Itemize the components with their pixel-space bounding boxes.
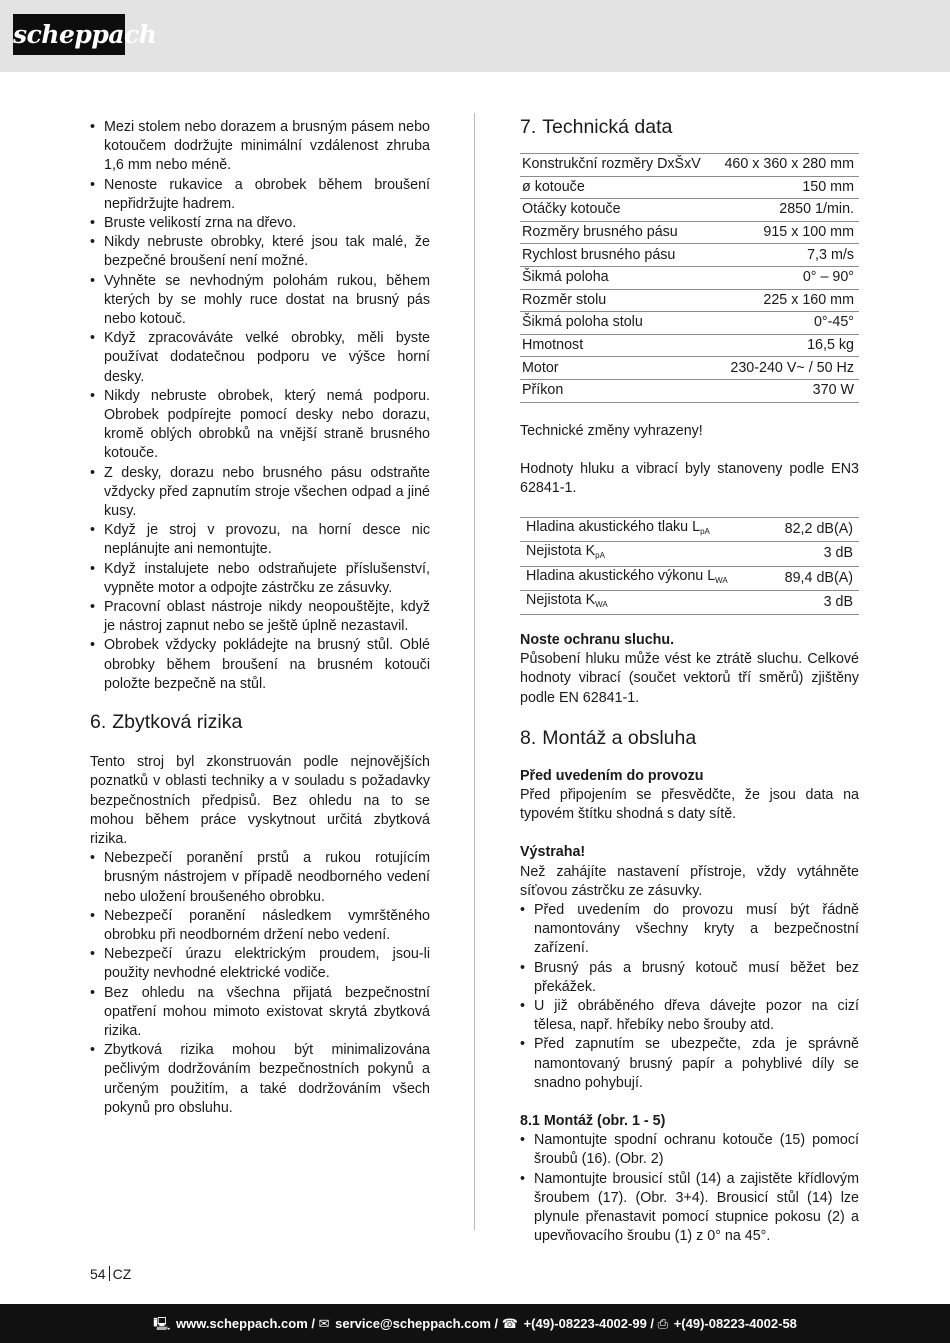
noise-label-subscript: WA xyxy=(715,575,728,585)
list-item: • U již obráběného dřeva dávejte pozor na cizí tělesa, např. hřebíky nebo šrouby atd. xyxy=(520,997,859,1035)
spec-label: Motor xyxy=(520,357,714,380)
noise-value: 3 dB xyxy=(766,542,859,566)
spec-value: 370 W xyxy=(714,379,859,402)
spec-value: 150 mm xyxy=(714,176,859,199)
computer-icon: 🖳 xyxy=(153,1316,171,1331)
spec-value: 7,3 m/s xyxy=(714,244,859,267)
before-operation-text: Před připojením se přesvědčte, že jsou data na typovém štítku shodná s daty sítě. xyxy=(520,786,859,823)
page-number-separator xyxy=(109,1266,110,1281)
warning-heading: Výstraha! xyxy=(520,844,586,861)
table-row xyxy=(520,266,859,289)
spec-label: Příkon xyxy=(520,379,714,402)
list-item: • Namontujte spodní ochranu kotouče (15) pomocí šroubů (16). (Obr. 2) xyxy=(520,1131,859,1169)
list-item: • Namontujte brousicí stůl (14) a zajistěte křídlovým šroubem (17). (Obr. 3+4). Brousicí stůl (14) lze plynule přenastavit pomocí stupnice pokosu (2) a upevňovacího šroubu (1) z 0° na 45°. xyxy=(520,1170,859,1247)
list-item: • Bruste velikostí zrna na dřevo. xyxy=(90,214,430,233)
noise-label-subscript: pA xyxy=(700,527,710,537)
list-item: • Když zpracováváte velké obrobky, měli byste používat dodatečnou podporu ve výšce horní desky. xyxy=(90,329,430,387)
list-item: • Před zapnutím se ubezpečte, zda je správně namontovaný brusný papír a pohyblivé díly se snadno pohybují. xyxy=(520,1035,859,1093)
noise-table xyxy=(520,517,859,615)
before-operation-heading: Před uvedením do provozu xyxy=(520,767,704,784)
section-7-heading xyxy=(520,115,859,139)
preparation-bullet-list xyxy=(520,901,859,1093)
noise-label-text: Nejistota K xyxy=(526,591,596,608)
noise-label xyxy=(520,566,766,590)
list-item: • Nikdy nebruste obrobky, které jsou tak malé, že bezpečné broušení není možné. xyxy=(90,233,430,271)
scheppach-logo: scheppach xyxy=(13,14,125,55)
spec-label: Šikmá poloha xyxy=(520,266,714,289)
residual-risk-list xyxy=(90,849,430,1118)
list-item: • Obrobek vždycky pokládejte na brusný stůl. Oblé obrobky během broušení na brusném kotouči položte bezpečně na stůl. xyxy=(90,636,430,694)
noise-value: 89,4 dB(A) xyxy=(766,566,859,590)
noise-standard-note: Hodnoty hluku a vibrací byly stanoveny podle EN3 62841-1. xyxy=(520,460,859,496)
spec-value: 230-240 V~ / 50 Hz xyxy=(714,357,859,380)
noise-label xyxy=(520,590,766,614)
spec-value: 460 x 360 x 280 mm xyxy=(714,154,859,177)
list-item: • Pracovní oblast nástroje nikdy neopouštějte, když je nástroj zapnut nebo se ještě úplně nezastavil. xyxy=(90,598,430,636)
safety-bullet-list xyxy=(90,118,430,694)
table-row xyxy=(520,154,859,177)
section-number: 6. xyxy=(90,711,107,734)
spec-label: Hmotnost xyxy=(520,334,714,357)
page-language: CZ xyxy=(112,1266,132,1282)
noise-label xyxy=(520,542,766,566)
section-number: 7. xyxy=(520,116,537,138)
spec-label: Rychlost brusného pásu xyxy=(520,244,714,267)
left-column xyxy=(90,118,430,1118)
list-item: • Když je stroj v provozu, na horní desce nic neplánujte ani nemontujte. xyxy=(90,521,430,559)
right-column xyxy=(520,118,859,1246)
technical-changes-note: Technické změny vyhrazeny! xyxy=(520,422,703,439)
footer-website: www.scheppach.com / xyxy=(176,1316,315,1331)
spec-value: 915 x 100 mm xyxy=(714,221,859,244)
spec-label: Konstrukční rozměry DxŠxV xyxy=(520,154,714,177)
list-item: • Nebezpečí poranění následkem vymrštěného obrobku při neodborném držení nebo vedení. xyxy=(90,907,430,945)
spec-label: ø kotouče xyxy=(520,176,714,199)
noise-label-text: Hladina akustického tlaku L xyxy=(526,519,701,536)
noise-value: 3 dB xyxy=(766,590,859,614)
table-row xyxy=(520,334,859,357)
table-row xyxy=(520,542,859,566)
table-row xyxy=(520,379,859,402)
spec-value: 2850 1/min. xyxy=(714,199,859,222)
list-item: • Zbytková rizika mohou být minimalizována pečlivým dodržováním bezpečnostních pokynů a určeným použitím, a také dodržováním všech pokynů pro obsluhu. xyxy=(90,1041,430,1118)
noise-value: 82,2 dB(A) xyxy=(766,518,859,542)
phone-icon: ☎ xyxy=(501,1316,518,1331)
assembly-subheading: 8.1 Montáž (obr. 1 - 5) xyxy=(520,1113,666,1130)
page-header xyxy=(0,0,950,72)
ear-protection-heading: Noste ochranu sluchu. xyxy=(520,631,675,648)
page-number xyxy=(90,1266,131,1282)
spec-label: Rozměr stolu xyxy=(520,289,714,312)
table-row xyxy=(520,244,859,267)
list-item: • Z desky, dorazu nebo brusného pásu odstraňte vždycky před zapnutím stroje všechen odpad a jiné kusy. xyxy=(90,464,430,522)
list-item: • Nenoste rukavice a obrobek během broušení nepřidržujte hadrem. xyxy=(90,176,430,214)
section-number: 8. xyxy=(520,726,537,749)
footer-fax: +(49)-08223-4002-58 xyxy=(673,1316,797,1331)
technical-data-table xyxy=(520,153,859,403)
spec-label: Šikmá poloha stolu xyxy=(520,312,714,335)
table-row xyxy=(520,176,859,199)
section-title: Montáž a obsluha xyxy=(542,726,697,749)
list-item: • Brusný pás a brusný kotouč musí běžet bez překážek. xyxy=(520,959,859,997)
noise-label-subscript: WA xyxy=(595,599,608,609)
list-item: • Nikdy nebruste obrobek, který nemá podporu. Obrobek podpírejte pomocí desky nebo dorazu, kromě oblých obrobků na vnější straně brusného kotouče. xyxy=(90,387,430,464)
section-title: Zbytková rizika xyxy=(112,711,243,734)
table-row xyxy=(520,221,859,244)
table-row xyxy=(520,312,859,335)
spec-label: Otáčky kotouče xyxy=(520,199,714,222)
warning-text: Než zahájíte nastavení přístroje, vždy vytáhněte síťovou zástrčku ze zásuvky. xyxy=(520,863,859,899)
spec-value: 225 x 160 mm xyxy=(714,289,859,312)
table-row xyxy=(520,566,859,590)
list-item: • Nebezpečí poranění prstů a rukou rotujícím brusným nástrojem v případě neodborného vedení nebo uložení broušeného obrobku. xyxy=(90,849,430,907)
table-row xyxy=(520,289,859,312)
table-row xyxy=(520,199,859,222)
list-item: • Před uvedením do provozu musí být řádně namontovány všechny kryty a bezpečnostní zařízení. xyxy=(520,901,859,959)
email-icon: ✉ xyxy=(318,1316,330,1331)
list-item: • Mezi stolem nebo dorazem a brusným pásem nebo kotoučem dodržujte minimální vzdálenost zhruba 1,6 mm nebo méně. xyxy=(90,118,430,176)
spec-value: 0°-45° xyxy=(714,312,859,335)
list-item: • Vyhněte se nevhodným polohám rukou, během kterých by se mohly ruce dostat na brusný pás nebo kotouč. xyxy=(90,272,430,330)
section-6-heading xyxy=(90,710,430,734)
section-title: Technická data xyxy=(542,116,673,138)
page-number-value: 54 xyxy=(90,1266,106,1282)
section-8-heading xyxy=(520,726,859,750)
footer-phone: +(49)-08223-4002-99 / xyxy=(523,1316,655,1331)
table-row xyxy=(520,357,859,380)
ear-protection-text: Působení hluku může vést ke ztrátě sluchu. Celkové hodnoty vibrací (součet vektorů tří směrů) zjištěny podle EN 62841-1. xyxy=(520,651,859,706)
spec-value: 16,5 kg xyxy=(714,334,859,357)
table-row xyxy=(520,590,859,614)
noise-label-subscript: pA xyxy=(595,551,605,561)
fax-icon: ⎙ xyxy=(657,1316,669,1331)
assembly-bullet-list xyxy=(520,1131,859,1246)
footer-email: service@scheppach.com / xyxy=(335,1316,499,1331)
page-footer xyxy=(0,1304,950,1343)
spec-value: 0° – 90° xyxy=(714,266,859,289)
noise-label xyxy=(520,518,766,542)
list-item: • Když instalujete nebo odstraňujete příslušenství, vypněte motor a odpojte zástrčku ze zásuvky. xyxy=(90,560,430,598)
table-row xyxy=(520,518,859,542)
noise-label-text: Nejistota K xyxy=(526,543,596,560)
section-6-intro: Tento stroj byl zkonstruován podle nejnovějších poznatků v oblasti techniky a v souladu s požadavky bezpečnostních předpisů. Bez ohledu na to se mohou během práce vyskytnout určitá zbytková rizika. xyxy=(90,754,430,847)
column-divider xyxy=(474,113,475,1230)
spec-label: Rozměry brusného pásu xyxy=(520,221,714,244)
noise-label-text: Hladina akustického výkonu L xyxy=(526,567,716,584)
list-item: • Bez ohledu na všechna přijatá bezpečnostní opatření mohou mimoto existovat skrytá zbytková rizika. xyxy=(90,984,430,1042)
list-item: • Nebezpečí úrazu elektrickým proudem, jsou-li použity nevhodné elektrické vodiče. xyxy=(90,945,430,983)
